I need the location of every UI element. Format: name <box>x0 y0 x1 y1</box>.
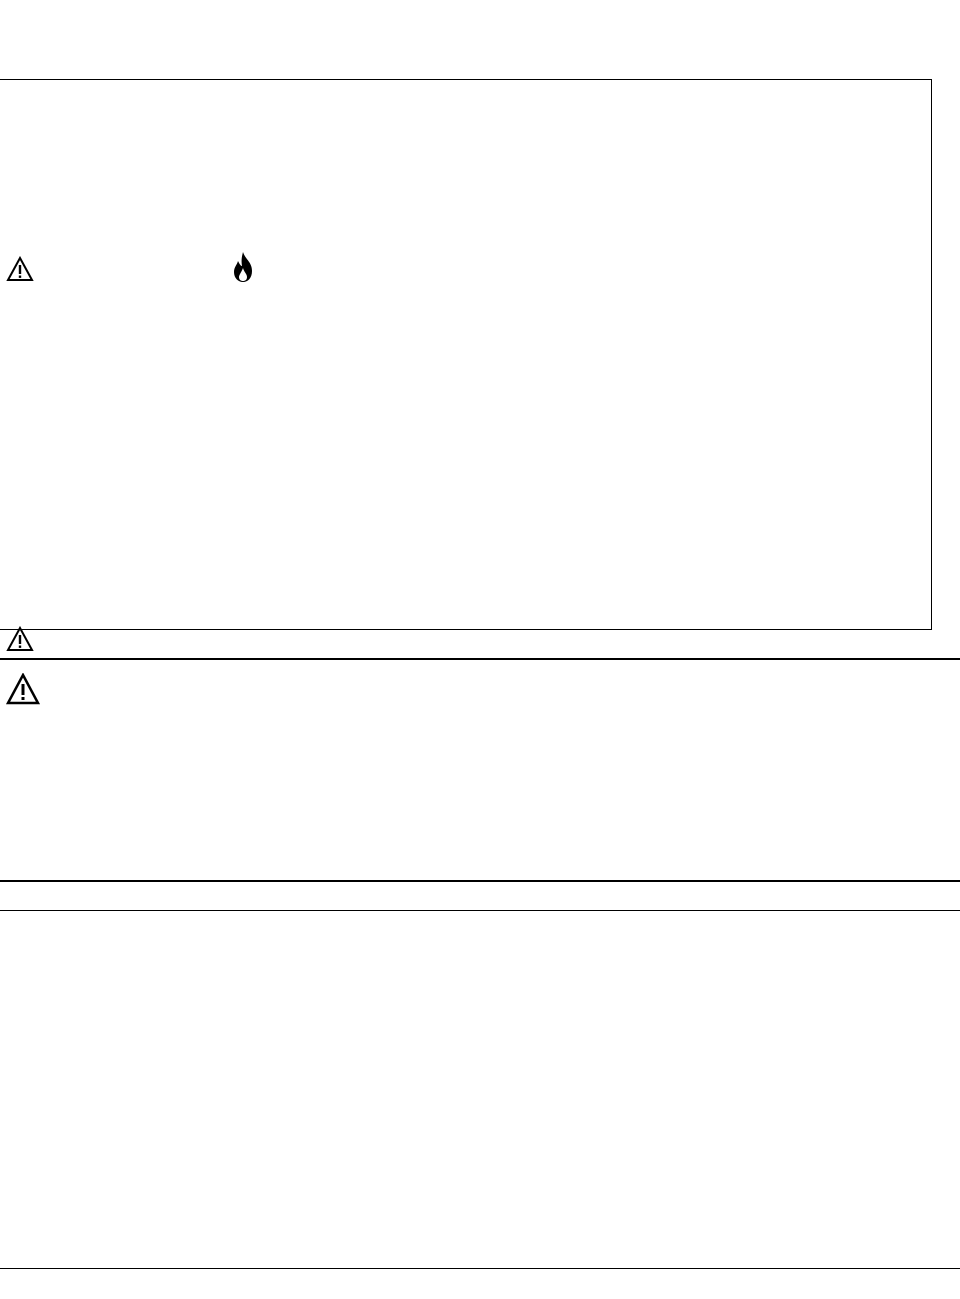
warning-icon <box>6 256 34 282</box>
table10-top-border <box>0 79 932 80</box>
warning-icon <box>6 626 34 652</box>
divider <box>0 658 960 660</box>
table11-top-border <box>0 880 960 882</box>
table11-header-border <box>0 910 960 911</box>
fire-icon <box>228 250 258 284</box>
table11-bottom-border <box>0 1268 960 1269</box>
table10-right-border <box>931 79 932 629</box>
warning-icon <box>6 673 40 705</box>
table10-bottom-border <box>0 629 932 630</box>
